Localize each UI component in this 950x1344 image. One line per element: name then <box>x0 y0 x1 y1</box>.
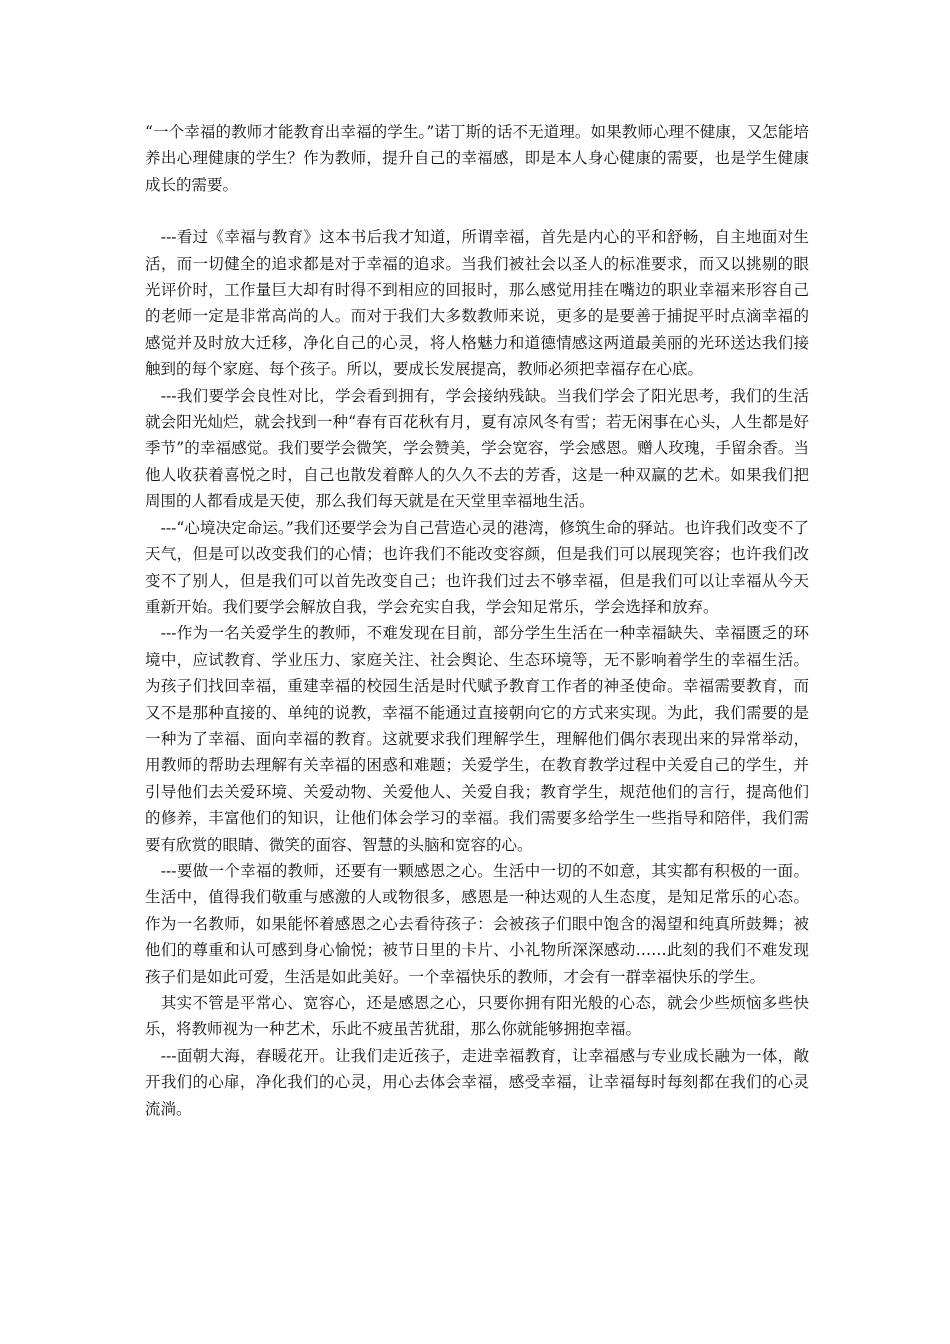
paragraph-mindset-fate: ---“心境决定命运。”我们还要学会为自己营造心灵的港湾，修筑生命的驿站。也许我们改变不了天气，但是可以改变我们的心情；也许我们不能改变容颜，但是我们可以展现笑容；也许我们改变不了别人，但是我们可以首先改变自己；也许我们过去不够幸福，但是我们可以让幸福从今天重新开始。我们要学会解放自我，学会充实自我，学会知足常乐，学会选择和放弃。 <box>145 518 809 616</box>
paragraph-sunny-mindset: 其实不管是平常心、宽容心，还是感恩之心，只要你拥有阳光般的心态，就会少些烦恼多些快乐，将教师视为一种艺术，乐此不疲虽苦犹甜，那么你就能够拥抱幸福。 <box>145 994 809 1039</box>
paragraph-intro: “一个幸福的教师才能教育出幸福的学生。”诺丁斯的话不无道理。如果教师心理不健康，又怎能培养出心理健康的学生？作为教师，提升自己的幸福感，即是本人身心健康的需要，也是学生健康成长的需要。 <box>145 123 809 194</box>
paragraph-book-reflection: ---看过《幸福与教育》这本书后我才知道，所谓幸福，首先是内心的平和舒畅，自主地面对生活，而一切健全的追求都是对于幸福的追求。当我们被社会以圣人的标准要求，而又以挑剔的眼光评价时，工作量巨大却有时得不到相应的回报时，那么感觉用挂在嘴边的职业幸福来形容自己的老师一定是非常高尚的人。而对于我们大多数教师来说，更多的是要善于捕捉平时点滴幸福的感觉并及时放大迁移，净化自己的心灵，将人格魅力和道德情感这两道最美丽的光环送达我们接触到的每个家庭、每个孩子。所以，要成长发展提高，教师必须把幸福存在心底。 <box>145 228 809 379</box>
document-body <box>145 119 809 1122</box>
paragraph-gratitude: ---要做一个幸福的教师，还要有一颗感恩之心。生活中一切的不如意，其实都有积极的一面。生活中，值得我们敬重与感激的人或物很多，感恩是一种达观的人生态度，是知足常乐的心态。作为一名教师，如果能怀着感恩之心去看待孩子：会被孩子们眼中饱含的渴望和纯真所鼓舞；被他们的尊重和认可感到身心愉悦；被节日里的卡片、小礼物所深深感动……此刻的我们不难发现孩子们是如此可爱，生活是如此美好。一个幸福快乐的教师，才会有一群幸福快乐的学生。 <box>145 861 809 986</box>
paragraph-conclusion: ---面朝大海，春暖花开。让我们走近孩子，走进幸福教育，让幸福感与专业成长融为一体，敞开我们的心扉，净化我们的心灵，用心去体会幸福，感受幸福，让幸福每时每刻都在我们的心灵流淌。 <box>145 1046 809 1118</box>
paragraph-caring-teacher: ---作为一名关爱学生的教师，不难发现在目前，部分学生生活在一种幸福缺失、幸福匮乏的环境中，应试教育、学业压力、家庭关注、社会舆论、生态环境等，无不影响着学生的幸福生活。为孩子们找回幸福，重建幸福的校园生活是时代赋予教育工作者的神圣使命。幸福需要教育，而又不是那种直接的、单纯的说教，幸福不能通过直接朝向它的方式来实现。为此，我们需要的是一种为了幸福、面向幸福的教育。这就要求我们理解学生，理解他们偶尔表现出来的异常举动，用教师的帮助去理解有关幸福的困惑和难题；关爱学生，在教育教学过程中关爱自己的学生，并引导他们去关爱环境、关爱动物、关爱他人、关爱自我；教育学生，规范他们的言行，提高他们的修养，丰富他们的知识，让他们体会学习的幸福。我们需要多给学生一些指导和陪伴，我们需要有欣赏的眼睛、微笑的面容、智慧的头脑和宽容的心。 <box>145 624 809 854</box>
paragraph-gap <box>145 198 809 224</box>
paragraph-positive-comparison: ---我们要学会良性对比，学会看到拥有，学会接纳残缺。当我们学会了阳光思考，我们的生活就会阳光灿烂，就会找到一种“春有百花秋有月，夏有凉风冬有雪；若无闲事在心头，人生都是好季节”的幸福感觉。我们要学会微笑，学会赞美，学会宽容，学会感恩。赠人玫瑰，手留余香。当他人收获着喜悦之时，自己也散发着醉人的久久不去的芳香，这是一种双赢的艺术。如果我们把周围的人都看成是天使，那么我们每天就是在天堂里幸福地生活。 <box>145 386 809 511</box>
